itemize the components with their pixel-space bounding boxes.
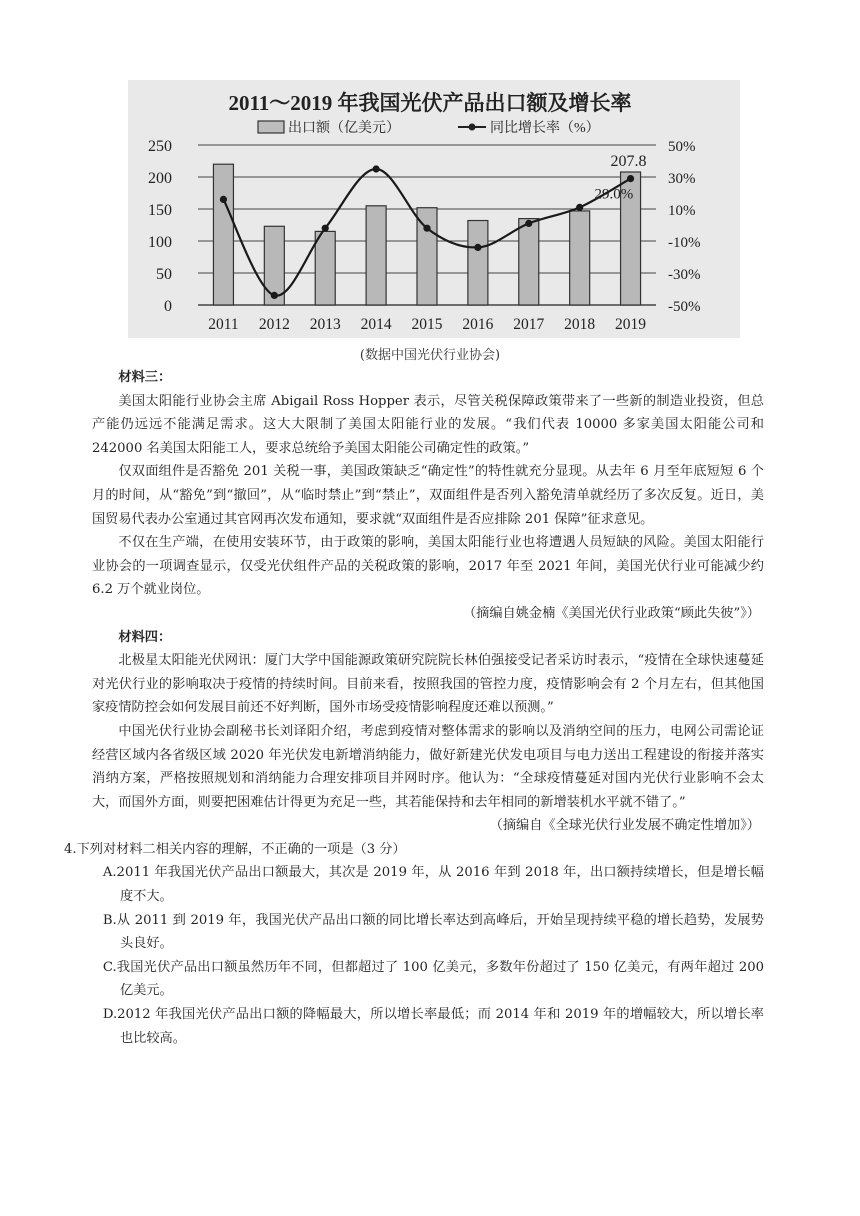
growth-point-2014 [373, 165, 380, 172]
material4-paragraph-1: 北极星太阳能光伏网讯：厦门大学中国能源政策研究院院长林伯强接受记者采访时表示，“疫情在全球快速蔓延对光伏行业的影响取决于疫情的持续时间。目前来看，按照我国的管控力度，疫情影响会有 2 个月左右，但其他国家疫情防控会如何发展目前还不好判断，国外市场受疫情影响程度还难以预测。” [92, 653, 764, 716]
x-tick-label: 2013 [309, 316, 341, 333]
material3-paragraph-1: 美国太阳能行业协会主席 Abigail Ross Hopper 表示，尽管关税保障政策带来了一些新的制造业投资，但总产能仍远远不能满足需求。这大大限制了美国太阳能行业的发展。“我们代表 10000 多家美国太阳能公司和 242000 名美国太阳能工人，要求总统给予美国太阳能公司确定性的政策。” [92, 393, 764, 456]
x-tick-label: 2011 [208, 316, 239, 333]
x-tick-label: 2016 [462, 316, 494, 333]
x-tick-label: 2014 [360, 316, 392, 333]
y-left-tick-label: 200 [148, 170, 172, 187]
data-label-growth-2019: 29.0% [594, 186, 634, 203]
chart-plot-area [148, 138, 701, 333]
option-c: C.我国光伏产品出口额虽然历年不同，但都超过了 100 亿美元，多数年份超过了 150 亿美元，有两年超过 200 亿美元。 [102, 959, 764, 999]
y-left-tick-label: 100 [148, 234, 172, 251]
x-tick-label: 2015 [411, 316, 443, 333]
material3-title: 材料三： [118, 370, 172, 385]
growth-point-2016 [474, 244, 481, 251]
export-chart [128, 80, 740, 338]
material3-attribution: （摘编自姚金楠《美国光伏行业政策“顾此失彼”》） [462, 605, 760, 621]
y-left-tick-label: 50 [156, 266, 172, 283]
x-tick-label: 2019 [615, 316, 647, 333]
growth-point-2019 [627, 175, 634, 182]
y-left-tick-label: 0 [164, 298, 172, 315]
growth-point-2011 [220, 196, 227, 203]
bar-export-2017 [519, 219, 539, 305]
growth-point-2013 [322, 225, 329, 232]
article-body [64, 366, 764, 1050]
material3-paragraph-2: 仅双面组件是否豁免 201 关税一事，美国政策缺乏“确定性”的特性就充分显现。从去年 6 月至年底短短 6 个月的时间，从“豁免”到“撤回”，从“临时禁止”到“禁止”，双面组件是否列入豁免清单就经历了多次反复。近日，美国贸易代表办公室通过其官网再次发布通知，要求就“双面组件是否应排除 201 保障”征求意见。 [92, 464, 764, 527]
chart-title: 2011～2019 年我国光伏产品出口额及增长率 [228, 91, 632, 115]
option-a: A.2011 年我国光伏产品出口额最大，其次是 2019 年，从 2016 年到 2018 年，出口额持续增长，但是增长幅度不大。 [102, 865, 764, 905]
x-tick-label: 2018 [564, 316, 596, 333]
y-right-tick-label: -30% [668, 267, 701, 283]
option-d: D.2012 年我国光伏产品出口额的降幅最大，所以增长率最低；而 2014 年和 2019 年的增幅较大，所以增长率也比较高。 [102, 1007, 764, 1046]
bar-export-2014 [366, 206, 386, 305]
legend-line-label: 同比增长率（%） [490, 121, 600, 136]
y-right-tick-label: 50% [668, 139, 696, 155]
growth-point-2017 [525, 220, 532, 227]
bar-export-2013 [315, 231, 335, 305]
y-right-tick-label: 10% [668, 203, 696, 219]
y-right-tick-label: 30% [668, 171, 696, 187]
y-right-tick-label: -10% [668, 235, 701, 251]
data-label-export-2019: 207.8 [610, 153, 647, 171]
legend-line-marker [469, 124, 476, 131]
export-chart-svg [128, 80, 740, 338]
x-tick-label: 2012 [258, 316, 290, 333]
material4-paragraph-2: 中国光伏行业协会副秘书长刘译阳介绍，考虑到疫情对整体需求的影响以及消纳空间的压力，电网公司需论证经营区域内各省级区域 2020 年光伏发电新增消纳能力，做好新建光伏发电项目与电力送出工程建设的衔接并落实消纳方案，严格按照规划和消纳能力合理安排项目并网时序。他认为：“全球疫情蔓延对国内光伏行业影响不会太大，而国外方面，则要把困难估计得更为充足一些，其若能保持和去年相同的新增装机水平就不错了。” [92, 723, 764, 810]
bar-export-2018 [570, 211, 590, 305]
chart-source-note: (数据中国光伏行业协会) [359, 348, 501, 363]
question-stem: 4.下列对材料二相关内容的理解，不正确的一项是（3 分） [64, 841, 406, 857]
bar-export-2016 [468, 221, 488, 305]
y-left-tick-label: 150 [148, 202, 172, 219]
y-right-tick-label: -50% [668, 299, 701, 315]
legend-bar-label: 出口额（亿美元） [288, 121, 400, 136]
growth-point-2015 [423, 225, 430, 232]
material4-attribution: （摘编自《全球光伏行业发展不确定性增加》） [489, 818, 760, 834]
growth-point-2012 [271, 292, 278, 299]
y-left-tick-label: 250 [148, 138, 172, 155]
legend-bar-swatch [258, 121, 284, 133]
bar-export-2011 [213, 164, 233, 305]
option-b: B.从 2011 到 2019 年，我国光伏产品出口额的同比增长率达到高峰后，开始呈现持续平稳的增长趋势，发展势头良好。 [102, 912, 764, 952]
material4-title: 材料四： [118, 629, 172, 645]
material3-paragraph-3: 不仅在生产端，在使用安装环节，由于政策的影响，美国太阳能行业也将遭遇人员短缺的风险。美国太阳能行业协会的一项调查显示，仅受光伏组件产品的关税政策的影响，2017 年至 2021 年间，美国光伏行业可能减少约 6.2 万个就业岗位。 [92, 535, 764, 598]
growth-point-2018 [576, 204, 583, 211]
x-tick-label: 2017 [513, 316, 545, 333]
